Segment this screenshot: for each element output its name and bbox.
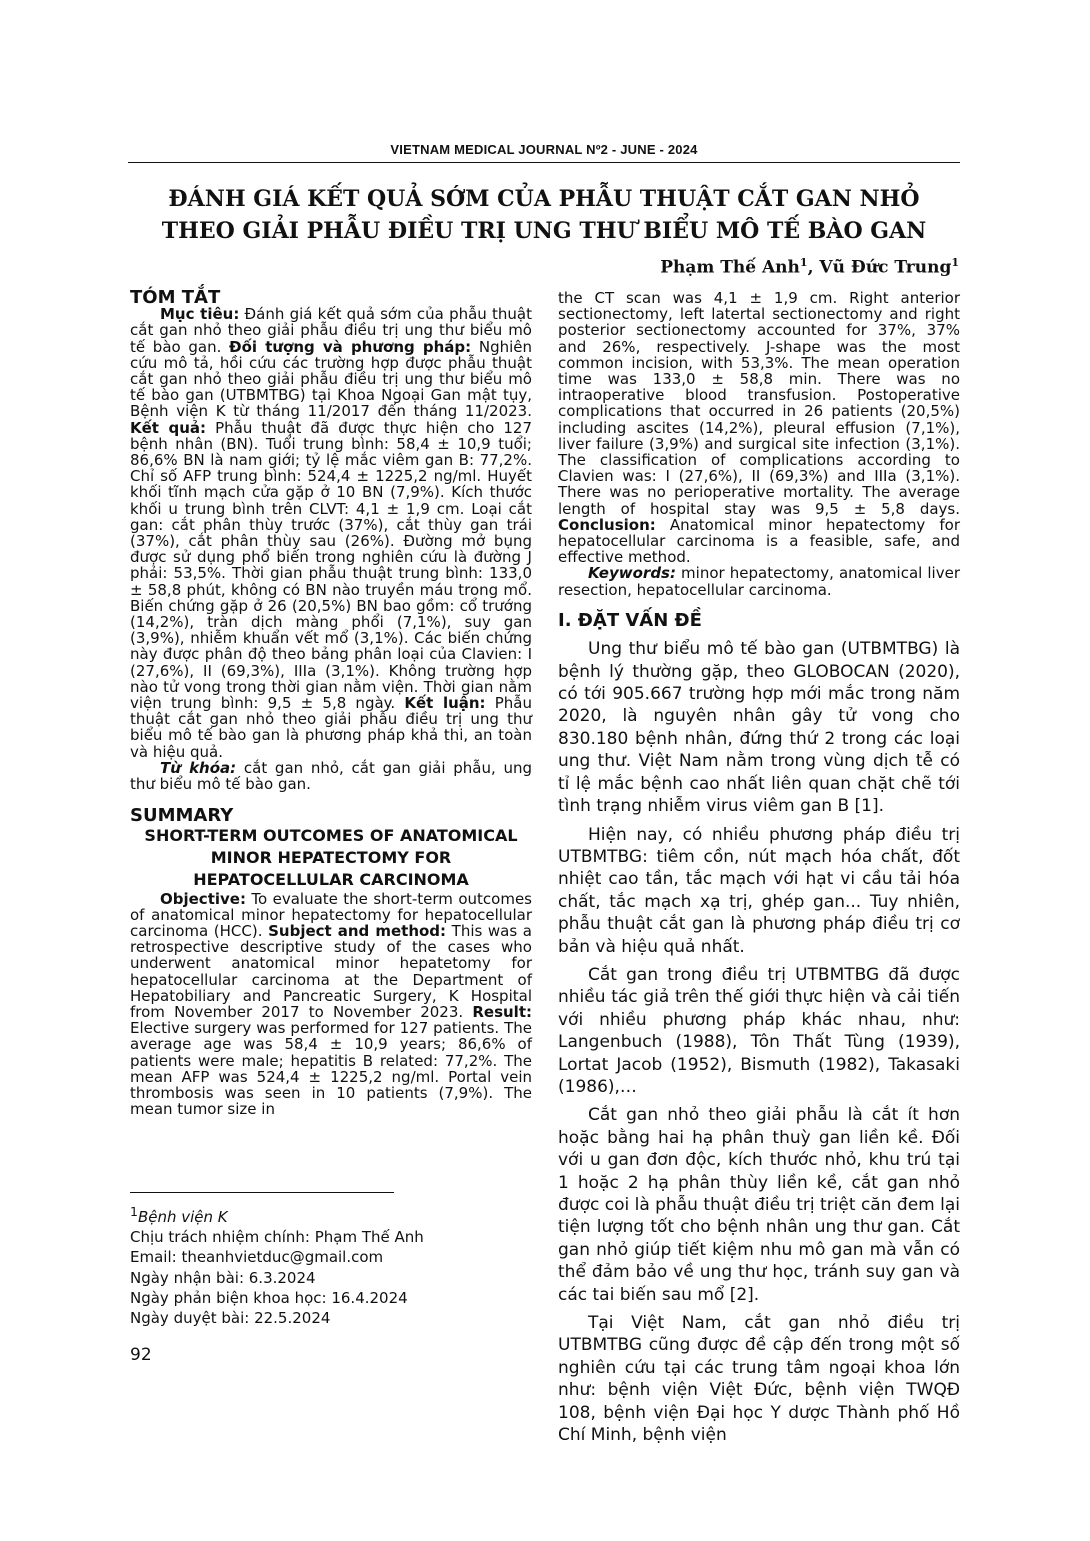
footnotes: [130, 1202, 424, 1328]
keywords-vi: [130, 760, 532, 792]
summary-title: SHORT-TERM OUTCOMES OF ANATOMICAL MINOR HEPATECTOMY FOR HEPATOCELLULAR CARCINOMA: [144, 825, 518, 889]
conclusion-label-en: Conclusion:: [558, 515, 656, 534]
footnote-accepted: Ngày duyệt bài: 22.5.2024: [130, 1309, 331, 1328]
summary-heading: SUMMARY: [130, 805, 234, 827]
summary-abstract-part1: [130, 891, 532, 1118]
objective-label-en: Objective:: [160, 889, 246, 908]
keywords-label-vi: Từ khóa:: [160, 758, 237, 777]
objective-text-vi: Đánh giá kết quả sớm của phẫu thuật cắt gan nhỏ theo giải phẫu điều trị ung thư biểu mô tế bào gan.: [130, 305, 532, 356]
footnote-responsible: Chịu trách nhiệm chính: Phạm Thế Anh: [130, 1228, 424, 1247]
result-label-en: Result:: [472, 1002, 532, 1021]
introduction-section: [558, 610, 960, 1447]
title-line-1: ĐÁNH GIÁ KẾT QUẢ SỚM CỦA PHẪU THUẬT CẮT GAN NHỎ: [168, 186, 920, 212]
method-text-vi: Nghiên cứu mô tả, hồi cứu các trường hợp được phẫu thuật cắt gan nhỏ theo giải phẫu điều trị ung thư biểu mô tế bào gan (UTBMTBG) tại Khoa Ngoại Gan mật tụy, Bệnh viện K từ tháng 11/2017 đến tháng 11/2023.: [130, 337, 533, 421]
conclusion-text-vi: Phẫu thuật cắt gan nhỏ theo giải phẫu điều trị ung thư biểu mô tế bào gan là phương pháp khả thi, an toàn và hiệu quả.: [130, 694, 532, 761]
footnote-received: Ngày nhận bài: 6.3.2024: [130, 1268, 316, 1287]
intro-paragraph-5: Tại Việt Nam, cắt gan nhỏ điều trị UTBMTBG cũng được đề cập đến trong một số nghiên cứu tại các trung tâm ngoại khoa lớn như: bệnh viện Việt Đức, bệnh viện TWQĐ 108, bệnh viện Đại học Y dược Thành phố Hồ Chí Minh, bệnh viện: [558, 1313, 960, 1446]
intro-paragraph-3: Cắt gan trong điều trị UTBMTBG đã được nhiều tác giả trên thế giới thực hiện và cải tiến với nhiều phương pháp khác nhau, như: Langenbuch (1988), Tôn Thất Tùng (1939), Lortat Jacob (1952), Bismuth (1982), Takasaki (1986),…: [558, 964, 960, 1097]
title-line-2: THEO GIẢI PHẪU ĐIỀU TRỊ UNG THƯ BIỂU MÔ TẾ BÀO GAN: [161, 218, 927, 244]
method-label-en: Subject and method:: [268, 921, 447, 940]
author-1-affil: 1: [799, 256, 808, 269]
keywords-text-vi: cắt gan nhỏ, cắt gan giải phẫu, ung thư biểu mô tế bào gan.: [130, 758, 533, 794]
author-2: Vũ Đức Trung: [819, 257, 952, 278]
right-column: [558, 290, 960, 1446]
article-title: [128, 183, 960, 247]
footnote-affiliation: [130, 1202, 424, 1227]
objective-text-en: To evaluate the short-term outcomes of anatomical minor hepatectomy for hepatocellular carcinoma (HCC).: [130, 889, 532, 940]
footnote-affil-text: Bệnh viện K: [137, 1208, 228, 1226]
intro-paragraph-1: Ung thư biểu mô tế bào gan (UTBMTBG) là bệnh lý thường gặp, theo GLOBOCAN (2020), có tới 905.667 trường hợp mới mắc trong năm 2020, là nguyên nhân gây tử vong cho 830.180 bệnh nhân, đứng thứ 2 trong các loại ung thư. Việt Nam nằm trong vùng dịch tễ có tỉ lệ mắc bệnh cao nhất liên quan chặt chẽ tới tình trạng nhiễm virus viêm gan B [1].: [558, 639, 960, 817]
intro-paragraph-2: Hiện nay, có nhiều phương pháp điều trị UTBMTBG: tiêm cồn, nút mạch hóa chất, đốt nhiệt cao tần, tắc mạch với hạt vi cầu tải hóa chất, tắc mạch xạ trị, ghép gan... Tuy nhiên, phẫu thuật cắt gan là phương pháp điều trị cơ bản và hiệu quả nhất.: [558, 824, 960, 957]
introduction-heading: I. ĐẶT VẤN ĐỀ: [558, 609, 702, 631]
author-1: Phạm Thế Anh: [660, 257, 800, 278]
author-2-affil: 1: [951, 256, 959, 269]
tomtat-abstract: [130, 306, 532, 760]
keywords-en: [558, 565, 960, 597]
method-label-vi: Đối tượng và phương pháp:: [229, 337, 472, 356]
footnote-email: Email: theanhvietduc@gmail.com: [130, 1248, 384, 1267]
keywords-text-en: minor hepatectomy, anatomical liver resection, hepatocellular carcinoma.: [558, 564, 960, 599]
left-column: [130, 287, 533, 1119]
header-rule: [128, 162, 960, 163]
result-label-vi: Kết quả:: [130, 418, 207, 437]
result-text-en-part1: Elective surgery was performed for 127 patients. The average age was 58,4 ± 10,9 years; 86,6% of patients were male; hepatitis B related: 77,2%. The mean AFP was 524,4 ± 1225,2 ng/ml. Portal vein thrombosis was seen in 10 patients (7,9%). The mean tumor size in: [130, 1019, 532, 1119]
result-text-vi: Phẫu thuật đã được thực hiện cho 127 bệnh nhân (BN). Tuổi trung bình: 58,4 ± 10,9 tuổi; 86,6% BN là nam giới; tỷ lệ mắc viêm gan B: 77,2%. Chỉ số AFP trung bình: 524,4 ± 1225,2 ng/ml. Huyết khối tĩnh mạch cửa gặp ở 10 BN (7,9%). Kích thước khối u trung bình trên CLVT: 4,1 ± 1,9 cm. Loại cắt gan: cắt phân thùy trước (37%), cắt thùy gan trái (37%), cắt phân thùy sau (26%). Đường mở bụng được sử dụng phổ biến trong nghiên cứu là đường J phải: 53,5%. Thời gian phẫu thuật trung bình: 133,0 ± 58,8 phút, không có BN nào truyền máu trong mổ. Biến chứng gặp ở 26 (20,5%) BN bao gồm: cổ trướng (14,2%), tràn dịch màng phổi (7,1%), suy gan (3,9%), nhiễm khuẩn vết mổ (3,1%). Các biến chứng này được phân độ theo bảng phân loại của Clavien: I (27,6%), II (69,3%), IIIa (3,1%). Không trường hợp nào tử vong trong thời gian nằm viện. Thời gian nằm viện trung bình: 9,5 ± 5,8 ngày.: [130, 418, 532, 713]
summary-abstract-part2: [558, 290, 960, 565]
authors: [660, 256, 959, 278]
page-number: 92: [130, 1345, 152, 1365]
conclusion-text-en: Anatomical minor hepatectomy for hepatocellular carcinoma is a feasible, safe, and effective method.: [558, 515, 960, 567]
keywords-label-en: Keywords:: [588, 564, 676, 583]
objective-label-vi: Mục tiêu:: [160, 305, 240, 324]
tomtat-heading: TÓM TẮT: [130, 287, 221, 308]
author-separator: ,: [807, 257, 820, 278]
result-text-en-part2: the CT scan was 4,1 ± 1,9 cm. Right anterior sectionectomy, left latertal sectionectomy and right posterior sectionectomy accounted for 37%, 37% and 26%, respectively. J-shape was the most common incision, with 53,3%. The mean operation time was 133,0 ± 58,8 min. There was no intraoperative blood transfusion. Postoperative complications that occurred in 26 patients (20,5%) including ascites (14,2%), pleural effusion (7,1%), liver failure (3,9%) and surgical site infection (3,1%). The classification of complications according to Clavien was: I (27,6%), II (69,3%) and IIIa (3,1%). There was no perioperative mortality. The average length of hospital stay was 9,5 ± 5,8 days.: [558, 289, 960, 518]
conclusion-label-vi: Kết luận:: [404, 694, 486, 713]
footnote-reviewed: Ngày phản biện khoa học: 16.4.2024: [130, 1288, 408, 1307]
footnote-affil-sup: 1: [130, 1204, 138, 1219]
intro-paragraph-4: Cắt gan nhỏ theo giải phẫu là cắt ít hơn hoặc bằng hai hạ phân thuỳ gan liền kề. Đối với u gan đơn độc, kích thước nhỏ, khu trú tại 1 hoặc 2 hạ phân thùy liền kề, cắt gan nhỏ được coi là phẫu thuật điều trị triệt căn đem lại tiện lượng tốt cho bệnh nhân ung thư gan. Cắt gan nhỏ giúp tiết kiệm nhu mô gan mà vẫn có thể đảm bảo về ung thư học, tránh suy gan và các tai biến sau mổ [2].: [558, 1105, 960, 1305]
method-text-en: This was a retrospective descriptive study of the cases who underwent anatomical minor hepatetomy for hepatocellular carcinoma at the Department of Hepatobiliary and Pancreatic Surgery, K Hospital from November 2017 to November 2023.: [130, 921, 532, 1021]
journal-header: VIETNAM MEDICAL JOURNAL Nº2 - JUNE - 2024: [390, 142, 698, 157]
footnote-rule: [130, 1192, 394, 1193]
